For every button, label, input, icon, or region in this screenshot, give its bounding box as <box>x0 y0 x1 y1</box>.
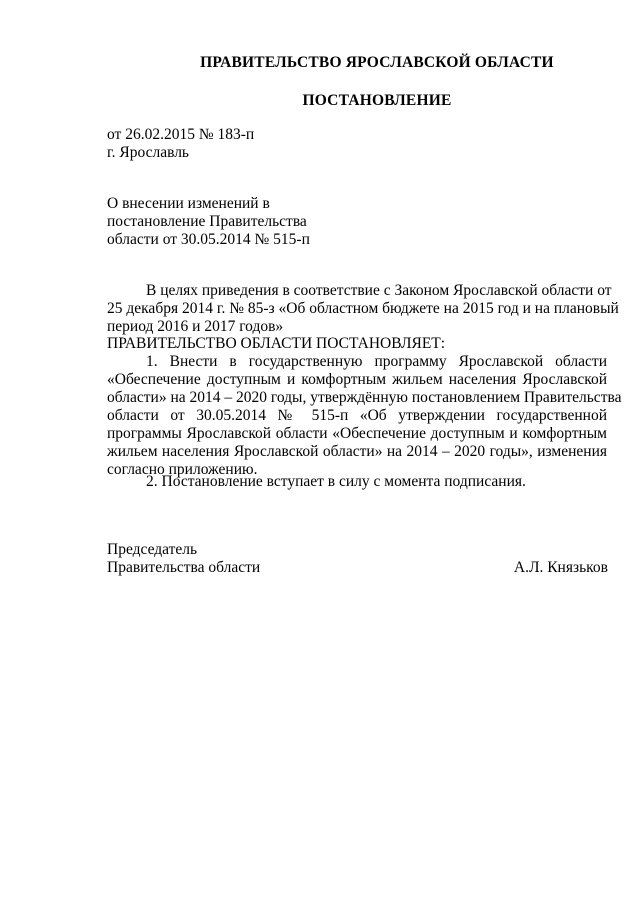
item1-line: области от 30.05.2014 № 515-п «Об утверждении государственной <box>107 407 607 424</box>
item1-line: «Обеспечение доступным и комфортным жильем населения Ярославской <box>107 371 607 388</box>
item1-line: области» на 2014 – 2020 годы, утверждённую постановлением Правительства <box>107 389 622 406</box>
decree-statement: ПРАВИТЕЛЬСТВО ОБЛАСТИ ПОСТАНОВЛЯЕТ: <box>107 335 446 352</box>
preamble-line: В целях приведения в соответствие с Законом Ярославской области от <box>146 282 612 299</box>
item1-line: 1. Внести в государственную программу Ярославской области <box>146 353 607 370</box>
subject-line: О внесении изменений в <box>107 195 270 212</box>
item2-line: 2. Постановление вступает в силу с момента подписания. <box>146 473 526 490</box>
preamble-line: 25 декабря 2014 г. № 85-з «Об областном бюджете на 2015 год и на плановый <box>107 300 619 317</box>
subject-line: области от 30.05.2014 № 515-п <box>107 231 310 248</box>
government-heading: ПРАВИТЕЛЬСТВО ЯРОСЛАВСКОЙ ОБЛАСТИ <box>200 54 554 71</box>
document-date-number: от 26.02.2015 № 183-п <box>107 126 255 143</box>
document-city: г. Ярославль <box>107 144 189 161</box>
signatory-name: А.Л. Князьков <box>513 559 608 576</box>
signatory-title: Председатель <box>107 541 198 558</box>
item1-line: согласно приложению. <box>107 461 258 478</box>
item1-line: программы Ярославской области «Обеспечение доступным и комфортным <box>107 425 607 442</box>
item1-line: жильем населения Ярославской области» на 2014 – 2020 годы», изменения <box>107 443 607 460</box>
document-type-heading: ПОСТАНОВЛЕНИЕ <box>302 92 452 109</box>
preamble-line: период 2016 и 2017 годов» <box>107 318 284 335</box>
subject-line: постановление Правительства <box>107 213 307 230</box>
signatory-title: Правительства области <box>107 559 261 576</box>
